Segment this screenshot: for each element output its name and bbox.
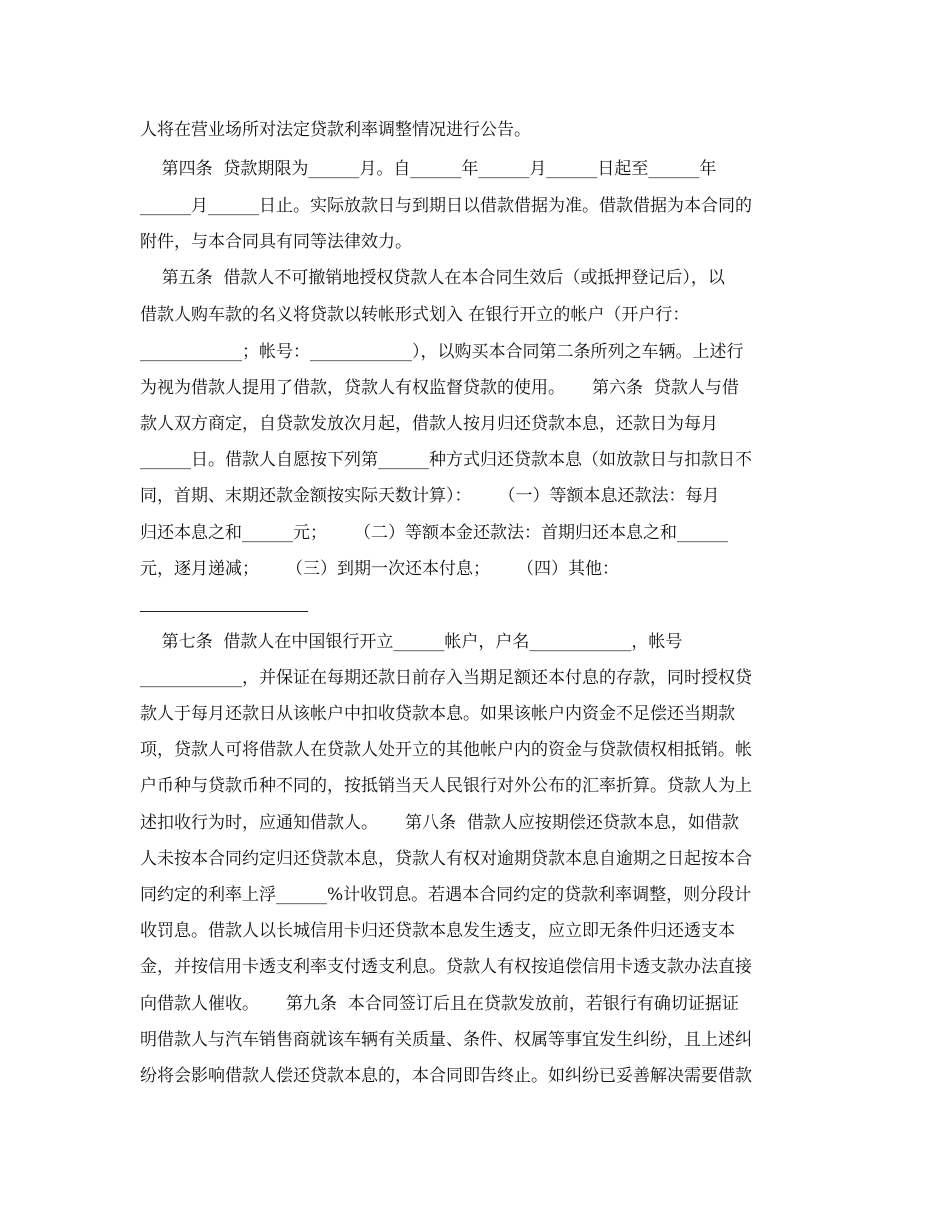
text-line: 归还本息之和______元； （二）等额本金还款法：首期归还本息之和______: [140, 523, 729, 543]
text-line: 款人双方商定，自贷款发放次月起，借款人按月归还贷款本息，还款日为每月: [140, 414, 718, 434]
text-line: 同约定的利率上浮______%计收罚息。若遇本合同约定的贷款利率调整，则分段计: [140, 885, 752, 905]
text-line: ______月______日止。实际放款日与到期日以借款借据为准。借款借据为本合同的: [140, 196, 752, 216]
text-line: 同，首期、末期还款金额按实际天数计算）： （一）等额本息还款法：每月: [140, 486, 720, 506]
text-line: 第四条 贷款期限为______月。自______年______月______日起至______年: [140, 159, 717, 179]
text-line: ____________；帐号：____________），以购买本合同第二条所列之车辆。上述行: [140, 342, 744, 362]
text-line: 项，贷款人可将借款人在贷款人处开立的其他帐户内的资金与贷款债权相抵销。帐: [140, 740, 752, 760]
text-line: ____________，并保证在每期还款日前存入当期足额还本付息的存款，同时授权贷: [140, 668, 752, 688]
text-line: 户币种与贷款币种不同的，按抵销当天人民银行对外公布的汇率折算。贷款人为上: [140, 776, 752, 796]
blank-underline: [140, 611, 308, 612]
text-line: 明借款人与汽车销售商就该车辆有关质量、条件、权属等事宜发生纠纷，且上述纠: [140, 1030, 752, 1050]
text-line: 附件，与本合同具有同等法律效力。: [140, 232, 412, 252]
text-line: 收罚息。借款人以长城信用卡归还贷款本息发生透支，应立即无条件归还透支本: [140, 921, 735, 941]
text-line: 元，逐月递减； （三）到期一次还本付息； （四）其他：: [140, 559, 620, 579]
text-line: 人将在营业场所对法定贷款利率调整情况进行公告。: [140, 120, 531, 140]
text-line: 纷将会影响借款人偿还贷款本息的，本合同即告终止。如纠纷已妥善解决需要借款: [140, 1066, 752, 1086]
text-line: 借款人购车款的名义将贷款以转帐形式划入 在银行开立的帐户（开户行：: [140, 305, 690, 325]
text-line: 向借款人催收。 第九条 本合同签订后且在贷款发放前，若银行有确切证据证: [140, 994, 739, 1014]
text-line: 款人于每月还款日从该帐户中扣收贷款本息。如果该帐户内资金不足偿还当期款: [140, 704, 735, 724]
text-line: 述扣收行为时，应通知借款人。 第八条 借款人应按期偿还贷款本息，如借款: [140, 813, 739, 833]
text-line: 为视为借款人提用了借款，贷款人有权监督贷款的使用。 第六条 贷款人与借: [140, 378, 739, 398]
text-line: 第七条 借款人在中国银行开立______帐户，户名____________，帐号: [140, 632, 683, 652]
text-line: 人未按本合同约定归还贷款本息，贷款人有权对逾期贷款本息自逾期之日起按本合: [140, 849, 752, 869]
text-line: 金，并按信用卡透支利率支付透支利息。贷款人有权按追偿信用卡透支款办法直接: [140, 957, 752, 977]
text-line: [140, 590, 815, 620]
text-line: ______日。借款人自愿按下列第______种方式归还贷款本息（如放款日与扣款日不: [140, 450, 752, 470]
text-line: 第五条 借款人不可撤销地授权贷款人在本合同生效后（或抵押登记后），以: [140, 268, 725, 288]
